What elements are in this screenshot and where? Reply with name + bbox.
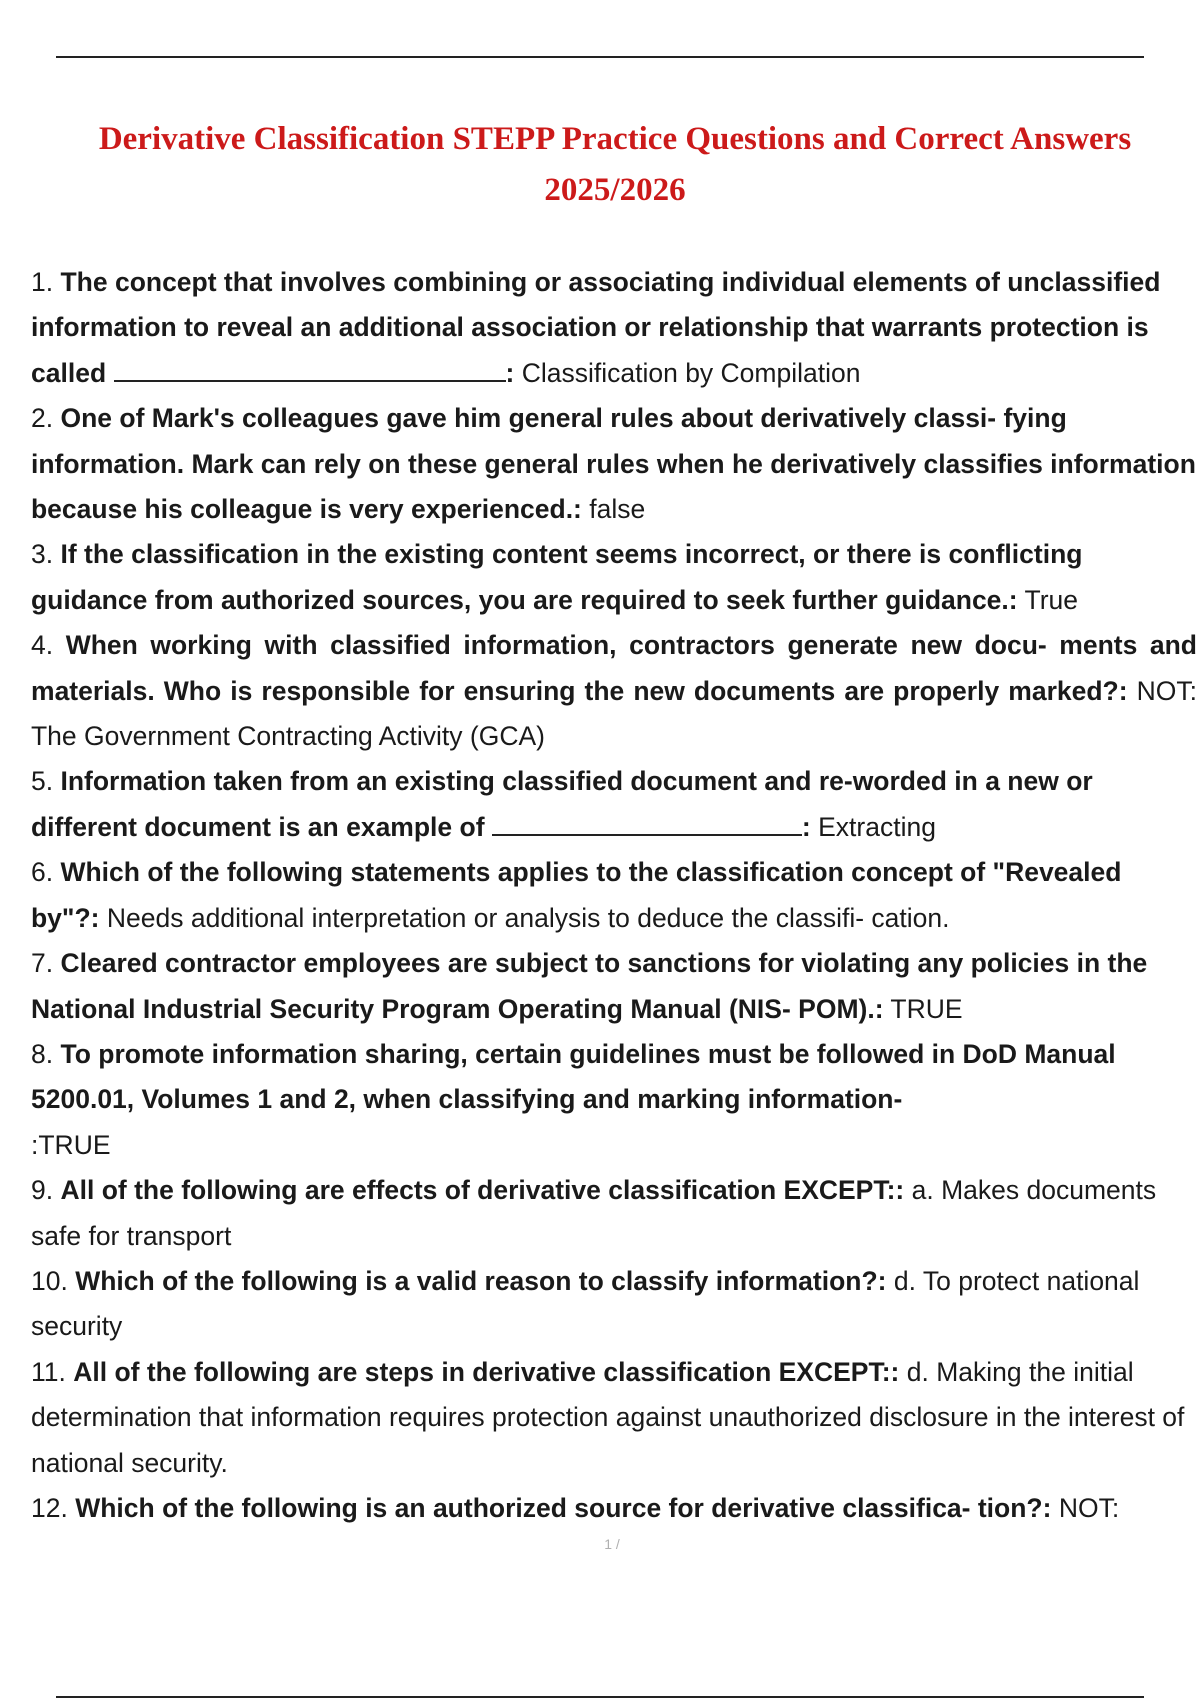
question-text: All of the following are steps in derivative classification EXCEPT::	[73, 1356, 900, 1387]
answer-text: NOT: The Government Contracting Activity (GCA)	[31, 675, 1197, 752]
question-item-6	[31, 850, 1197, 941]
answer-text: false	[589, 494, 646, 525]
answer-text: a. Makes documents safe for transport	[31, 1175, 1157, 1251]
question-number: 3.	[31, 539, 54, 570]
question-colon: :	[801, 811, 811, 842]
question-text: Which of the following statements applies to the classification concept of "Revealed by"?:	[31, 857, 1122, 933]
answer-text: True	[1024, 584, 1079, 615]
question-colon: :	[31, 1129, 39, 1160]
question-text: To promote information sharing, certain guidelines must be followed in DoD Manual 5200.01, Volumes 1 and 2, when classifying and marking information-	[31, 1038, 1116, 1115]
question-item-11	[31, 1350, 1197, 1486]
question-number: 8.	[31, 1038, 54, 1069]
question-number: 6.	[31, 857, 54, 888]
question-text: The concept that involves combining or associating individual elements of unclassified information to reveal an additional association or relationship that warrants protection is called	[31, 267, 1161, 388]
answer-text: Needs additional interpretation or analysis to deduce the classifi- cation.	[106, 902, 950, 933]
question-item-2	[31, 396, 1197, 532]
title-line-2: 2025/2026	[544, 172, 686, 208]
answer-text: d. Making the initial determination that information requires protection against unauthorized disclosure in the interest of national security.	[31, 1356, 1185, 1478]
question-number: 12.	[31, 1492, 68, 1523]
question-item-12	[31, 1486, 1197, 1531]
question-number: 4.	[31, 630, 54, 661]
question-number: 10.	[31, 1265, 68, 1296]
answer-text: Extracting	[818, 811, 936, 842]
question-number: 7.	[31, 948, 54, 979]
question-text: Which of the following is an authorized source for derivative classifica- tion?:	[75, 1492, 1052, 1523]
answer-text: TRUE	[890, 993, 963, 1024]
question-text: Information taken from an existing classified document and re-worded in a new or different document is an example of	[31, 766, 1093, 842]
answer-text: TRUE	[38, 1129, 111, 1160]
question-item-3	[31, 532, 1197, 623]
question-text: All of the following are effects of derivative classification EXCEPT::	[60, 1175, 905, 1206]
question-number: 11.	[31, 1356, 66, 1387]
question-colon: :	[505, 357, 515, 388]
question-list	[31, 260, 1197, 1531]
question-number: 5.	[31, 766, 54, 797]
question-number: 2.	[31, 403, 54, 434]
question-text: Which of the following is a valid reason to classify information?:	[75, 1265, 887, 1296]
question-item-7	[31, 941, 1197, 1032]
question-text: One of Mark's colleagues gave him general rules about derivatively classi- fying information. Mark can rely on these general rules when he derivatively classifies information because his colleague is very experienced.:	[31, 403, 1196, 525]
page-number: 1 /	[604, 1536, 620, 1552]
question-item-1	[31, 260, 1197, 396]
question-number: 9.	[31, 1175, 54, 1206]
question-number: 1.	[31, 267, 54, 297]
answer-blank	[492, 810, 802, 836]
question-item-8	[31, 1032, 1197, 1168]
question-text: Cleared contractor employees are subject to sanctions for violating any policies in the National Industrial Security Program Operating Manual (NIS- POM).:	[31, 948, 1148, 1024]
question-item-10	[31, 1259, 1197, 1350]
document-title	[30, 114, 1200, 216]
question-text: When working with classified information, contractors generate new docu- ments and materials. Who is responsible for ensuring the new documents are properly marked?:	[31, 630, 1197, 706]
question-text: If the classification in the existing content seems incorrect, or there is conflicting guidance from authorized sources, you are required to seek further guidance.:	[31, 539, 1083, 615]
question-item-5	[31, 759, 1197, 850]
answer-blank	[114, 356, 506, 382]
top-rule	[56, 56, 1144, 58]
question-item-9	[31, 1168, 1197, 1259]
answer-text: Classification by Compilation	[521, 357, 861, 388]
question-item-4	[31, 623, 1197, 759]
answer-text: d. To protect national security	[31, 1265, 1140, 1342]
answer-text: NOT:	[1058, 1492, 1120, 1523]
title-line-1: Derivative Classification STEPP Practice Questions and Correct Answers	[98, 121, 1132, 157]
bottom-rule	[56, 1696, 1144, 1698]
